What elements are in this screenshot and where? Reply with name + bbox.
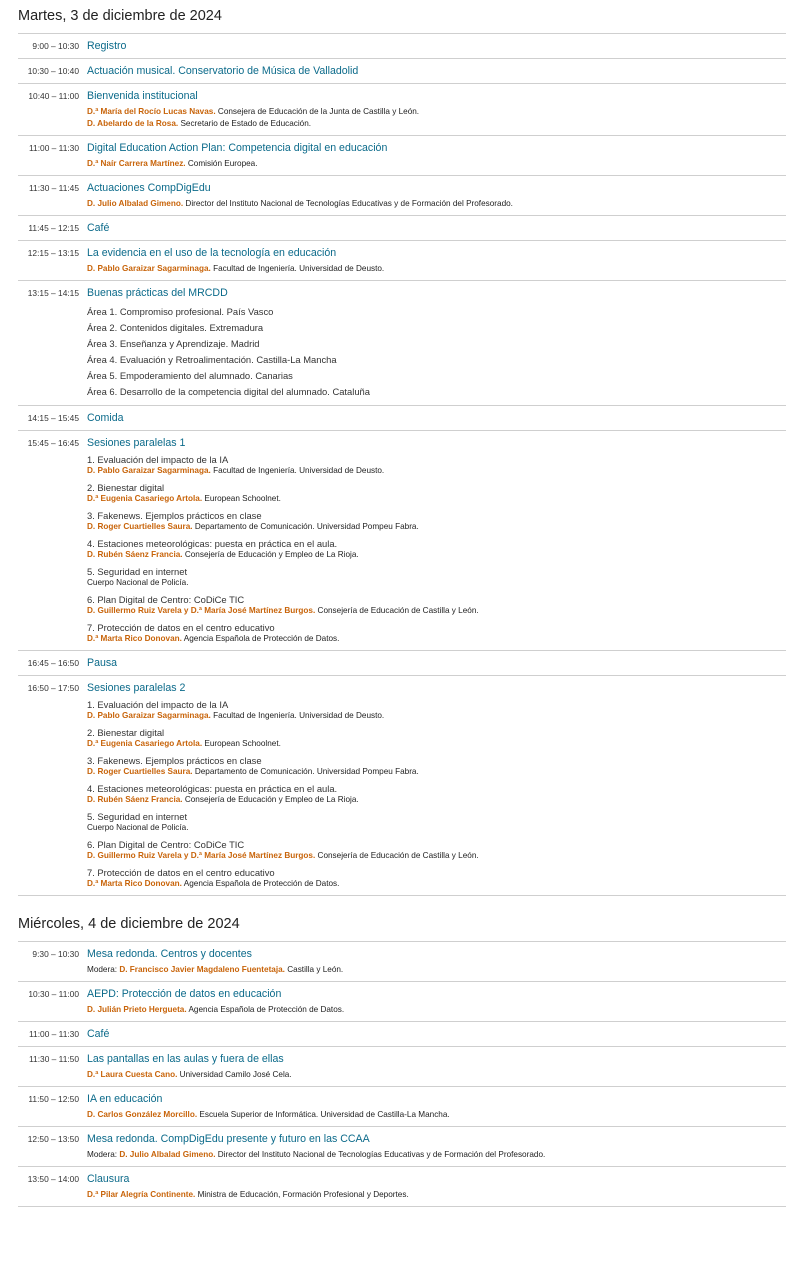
parallel-session-title: 4. Estaciones meteorológicas: puesta en práctica en el aula. (87, 783, 338, 794)
speaker-line (87, 1004, 786, 1016)
session-content (79, 1172, 786, 1201)
session-title[interactable]: Sesiones paralelas 2 (87, 682, 186, 694)
speaker-role: Agencia Española de Protección de Datos. (188, 1005, 345, 1014)
session-title[interactable]: Mesa redonda. Centros y docentes (87, 948, 252, 960)
session-title[interactable]: Registro (87, 40, 127, 52)
agenda-row (18, 676, 786, 896)
session-content (79, 656, 786, 670)
session-title[interactable]: Bienvenida institucional (87, 90, 198, 102)
speaker-line (87, 878, 786, 890)
agenda-row (18, 651, 786, 676)
parallel-session (87, 783, 786, 806)
agenda-row (18, 216, 786, 241)
speaker-name: D. Pablo Garaizar Sagarminaga. (87, 711, 211, 720)
speaker-name: D.ª Marta Rico Donovan. (87, 879, 182, 888)
speaker-name: D. Francisco Javier Magdaleno Fuentetaja. (119, 965, 285, 974)
area-item: Área 1. Compromiso profesional. País Vasco (87, 306, 274, 317)
speaker-role: Facultad de Ingeniería. Universidad de Deusto. (213, 264, 385, 273)
speaker-name: D. Guillermo Ruiz Varela y D.ª María José Martínez Burgos. (87, 606, 316, 615)
session-time: 15:45 – 16:45 (27, 438, 79, 448)
session-content (79, 64, 786, 78)
session-time: 12:50 – 13:50 (27, 1134, 79, 1144)
parallel-session-title: 2. Bienestar digital (87, 727, 165, 738)
speaker-role: Consejería de Educación de Castilla y León. (317, 851, 479, 860)
speaker-line (87, 766, 786, 778)
area-item: Área 3. Enseñanza y Aprendizaje. Madrid (87, 338, 260, 349)
speaker-line (87, 964, 786, 976)
agenda-row (18, 1167, 786, 1207)
speaker-line (87, 850, 786, 862)
speaker-role: Consejería de Educación de Castilla y León. (317, 606, 479, 615)
agenda-row (18, 406, 786, 431)
speaker-name: D. Roger Cuartielles Saura. (87, 522, 193, 531)
speaker-line (87, 549, 786, 561)
speaker-name: D. Abelardo de la Rosa. (87, 119, 179, 128)
agenda-row (18, 136, 786, 176)
session-content (79, 246, 786, 275)
parallel-session-title: 6. Plan Digital de Centro: CoDiCe TIC (87, 839, 245, 850)
parallel-session (87, 538, 786, 561)
speaker-line (87, 1189, 786, 1201)
day-title: Martes, 3 de diciembre de 2024 (18, 0, 786, 34)
speaker-role: Departamento de Comunicación. Universidad Pompeu Fabra. (194, 767, 419, 776)
area-item: Área 2. Contenidos digitales. Extremadura (87, 322, 264, 333)
session-time: 9:30 – 10:30 (32, 949, 79, 959)
agenda-row (18, 241, 786, 281)
session-title[interactable]: Mesa redonda. CompDigEdu presente y futuro en las CCAA (87, 1133, 370, 1145)
speaker-role: Consejería de Educación y Empleo de La Rioja. (184, 795, 359, 804)
speaker-name: D.ª Eugenia Casariego Artola. (87, 739, 203, 748)
speaker-name: D. Guillermo Ruiz Varela y D.ª María José Martínez Burgos. (87, 851, 316, 860)
session-content (79, 681, 786, 890)
parallel-session (87, 811, 786, 834)
parallel-session (87, 594, 786, 617)
session-title[interactable]: Pausa (87, 657, 118, 669)
parallel-session-title: 7. Protección de datos en el centro educativo (87, 867, 275, 878)
area-item: Área 6. Desarrollo de la competencia digital del alumnado. Cataluña (87, 386, 370, 397)
speaker-role: Agencia Española de Protección de Datos. (183, 634, 340, 643)
agenda-row (18, 1022, 786, 1047)
parallel-session (87, 867, 786, 890)
parallel-session-title: 6. Plan Digital de Centro: CoDiCe TIC (87, 594, 245, 605)
parallel-session-title: 4. Estaciones meteorológicas: puesta en práctica en el aula. (87, 538, 338, 549)
speaker-role: Director del Instituto Nacional de Tecnologías Educativas y de Formación del Profesorado. (217, 1150, 546, 1159)
session-title[interactable]: Digital Education Action Plan: Competencia digital en educación (87, 142, 388, 154)
speaker-name: D.ª Marta Rico Donovan. (87, 634, 182, 643)
session-time: 14:15 – 15:45 (27, 413, 79, 423)
session-time: 11:00 – 11:30 (29, 1029, 79, 1039)
session-content (79, 89, 786, 130)
speaker-role: Cuerpo Nacional de Policía. (87, 578, 189, 587)
speaker-role: Facultad de Ingeniería. Universidad de Deusto. (213, 711, 385, 720)
speaker-name: D. Julio Albalad Gimeno. (87, 199, 184, 208)
parallel-session (87, 510, 786, 533)
speaker-role: Consejería de Educación y Empleo de La Rioja. (184, 550, 359, 559)
speaker-name: D. Rubén Sáenz Francia. (87, 795, 183, 804)
speaker-role: Castilla y León. (287, 965, 344, 974)
session-title[interactable]: Clausura (87, 1173, 130, 1185)
agenda-row (18, 84, 786, 136)
agenda-row (18, 59, 786, 84)
speaker-line (87, 263, 786, 275)
session-content (79, 436, 786, 645)
parallel-sessions (87, 699, 786, 890)
speaker-name: D. Julián Prieto Hergueta. (87, 1005, 187, 1014)
speaker-role: Cuerpo Nacional de Policía. (87, 823, 189, 832)
speaker-role: Comisión Europea. (187, 159, 258, 168)
session-content (79, 411, 786, 425)
speaker-line (87, 1149, 786, 1161)
session-time: 11:30 – 11:45 (29, 183, 79, 193)
speaker-name: D. Pablo Garaizar Sagarminaga. (87, 466, 211, 475)
speaker-name: D. Rubén Sáenz Francia. (87, 550, 183, 559)
speaker-line (87, 521, 786, 533)
day-title: Miércoles, 4 de diciembre de 2024 (18, 908, 786, 942)
area-item: Área 5. Empoderamiento del alumnado. Canarias (87, 370, 293, 381)
speaker-role: Consejera de Educación de la Junta de Castilla y León. (217, 107, 420, 116)
speaker-role: Escuela Superior de Informática. Universidad de Castilla-La Mancha. (199, 1110, 450, 1119)
agenda-row (18, 176, 786, 216)
parallel-session (87, 622, 786, 645)
parallel-session-title: 3. Fakenews. Ejemplos prácticos en clase (87, 510, 262, 521)
agenda-row (18, 1087, 786, 1127)
parallel-session-title: 7. Protección de datos en el centro educativo (87, 622, 275, 633)
speaker-name: D.ª María del Rocío Lucas Navas. (87, 107, 216, 116)
session-title[interactable]: IA en educación (87, 1093, 163, 1105)
speaker-prefix: Modera: (87, 1150, 118, 1159)
session-time: 12:15 – 13:15 (27, 248, 79, 258)
session-title[interactable]: Café (87, 222, 110, 234)
session-content (79, 39, 786, 53)
speaker-name: D.ª Naír Carrera Martínez. (87, 159, 186, 168)
speaker-prefix: Modera: (87, 965, 118, 974)
session-content (79, 947, 786, 976)
speaker-role: Universidad Camilo José Cela. (179, 1070, 292, 1079)
session-time: 16:50 – 17:50 (27, 683, 79, 693)
parallel-session (87, 566, 786, 589)
parallel-session (87, 755, 786, 778)
speaker-role: European Schoolnet. (204, 739, 281, 748)
parallel-session (87, 699, 786, 722)
speaker-role: Secretario de Estado de Educación. (180, 119, 312, 128)
speaker-line (87, 577, 786, 589)
session-time: 11:45 – 12:15 (28, 223, 79, 233)
speaker-name: D.ª Laura Cuesta Cano. (87, 1070, 178, 1079)
session-title[interactable]: Actuaciones CompDigEdu (87, 182, 211, 194)
agenda-row (18, 34, 786, 59)
speaker-role: Departamento de Comunicación. Universidad Pompeu Fabra. (194, 522, 419, 531)
session-time: 9:00 – 10:30 (32, 41, 79, 51)
agenda-row (18, 982, 786, 1022)
session-content (79, 1027, 786, 1041)
parallel-session-title: 5. Seguridad en internet (87, 811, 188, 822)
area-item: Área 4. Evaluación y Retroalimentación. Castilla-La Mancha (87, 354, 337, 365)
speaker-role: Facultad de Ingeniería. Universidad de Deusto. (213, 466, 385, 475)
session-time: 10:30 – 11:00 (28, 989, 79, 999)
session-title[interactable]: Actuación musical. Conservatorio de Música de Valladolid (87, 65, 359, 77)
speaker-line (87, 106, 786, 118)
session-title[interactable]: AEPD: Protección de datos en educación (87, 988, 282, 1000)
session-time: 11:50 – 12:50 (28, 1094, 79, 1104)
session-time: 11:30 – 11:50 (29, 1054, 79, 1064)
session-content (79, 1132, 786, 1161)
speaker-name: D. Carlos González Morcillo. (87, 1110, 198, 1119)
parallel-session (87, 482, 786, 505)
session-time: 10:40 – 11:00 (28, 91, 79, 101)
parallel-session-title: 1. Evaluación del impacto de la IA (87, 454, 229, 465)
speaker-line (87, 198, 786, 210)
session-title[interactable]: Café (87, 1028, 110, 1040)
session-content (79, 181, 786, 210)
agenda-row (18, 942, 786, 982)
agenda-row (18, 1047, 786, 1087)
speaker-role: European Schoolnet. (204, 494, 281, 503)
session-title[interactable]: La evidencia en el uso de la tecnología en educación (87, 247, 337, 259)
speaker-role: Ministra de Educación, Formación Profesional y Deportes. (197, 1190, 409, 1199)
speaker-role: Agencia Española de Protección de Datos. (183, 879, 340, 888)
session-time: 11:00 – 11:30 (29, 143, 79, 153)
speaker-name: D.ª Eugenia Casariego Artola. (87, 494, 203, 503)
speaker-role: Director del Instituto Nacional de Tecnologías Educativas y de Formación del Profesorado. (185, 199, 513, 208)
session-content (79, 1092, 786, 1121)
speaker-line (87, 738, 786, 750)
session-title[interactable]: Comida (87, 412, 124, 424)
speaker-line (87, 794, 786, 806)
session-content (79, 286, 786, 400)
session-time: 16:45 – 16:50 (27, 658, 79, 668)
speaker-name: D.ª Pilar Alegría Continente. (87, 1190, 196, 1199)
session-title[interactable]: Sesiones paralelas 1 (87, 437, 186, 449)
parallel-session-title: 1. Evaluación del impacto de la IA (87, 699, 229, 710)
speaker-line (87, 1069, 786, 1081)
session-title[interactable]: Buenas prácticas del MRCDD (87, 287, 228, 299)
speaker-line (87, 822, 786, 834)
agenda-row (18, 1127, 786, 1167)
speaker-line (87, 1109, 786, 1121)
parallel-sessions (87, 454, 786, 645)
session-content (79, 1052, 786, 1081)
session-time: 10:30 – 10:40 (27, 66, 79, 76)
session-content (79, 221, 786, 235)
speaker-line (87, 710, 786, 722)
areas-list (87, 304, 786, 400)
speaker-line (87, 158, 786, 170)
session-content (79, 987, 786, 1016)
parallel-session (87, 454, 786, 477)
parallel-session-title: 3. Fakenews. Ejemplos prácticos en clase (87, 755, 262, 766)
session-title[interactable]: Las pantallas en las aulas y fuera de ellas (87, 1053, 284, 1065)
parallel-session-title: 5. Seguridad en internet (87, 566, 188, 577)
speaker-line (87, 493, 786, 505)
speaker-name: D. Julio Albalad Gimeno. (119, 1150, 216, 1159)
agenda-row (18, 431, 786, 651)
parallel-session-title: 2. Bienestar digital (87, 482, 165, 493)
session-time: 13:50 – 14:00 (27, 1174, 79, 1184)
session-content (79, 141, 786, 170)
speaker-line (87, 465, 786, 477)
parallel-session (87, 727, 786, 750)
session-time: 13:15 – 14:15 (27, 288, 79, 298)
speaker-name: D. Pablo Garaizar Sagarminaga. (87, 264, 211, 273)
speaker-line (87, 118, 786, 130)
speaker-line (87, 605, 786, 617)
speaker-line (87, 633, 786, 645)
speaker-name: D. Roger Cuartielles Saura. (87, 767, 193, 776)
agenda-row (18, 281, 786, 406)
parallel-session (87, 839, 786, 862)
